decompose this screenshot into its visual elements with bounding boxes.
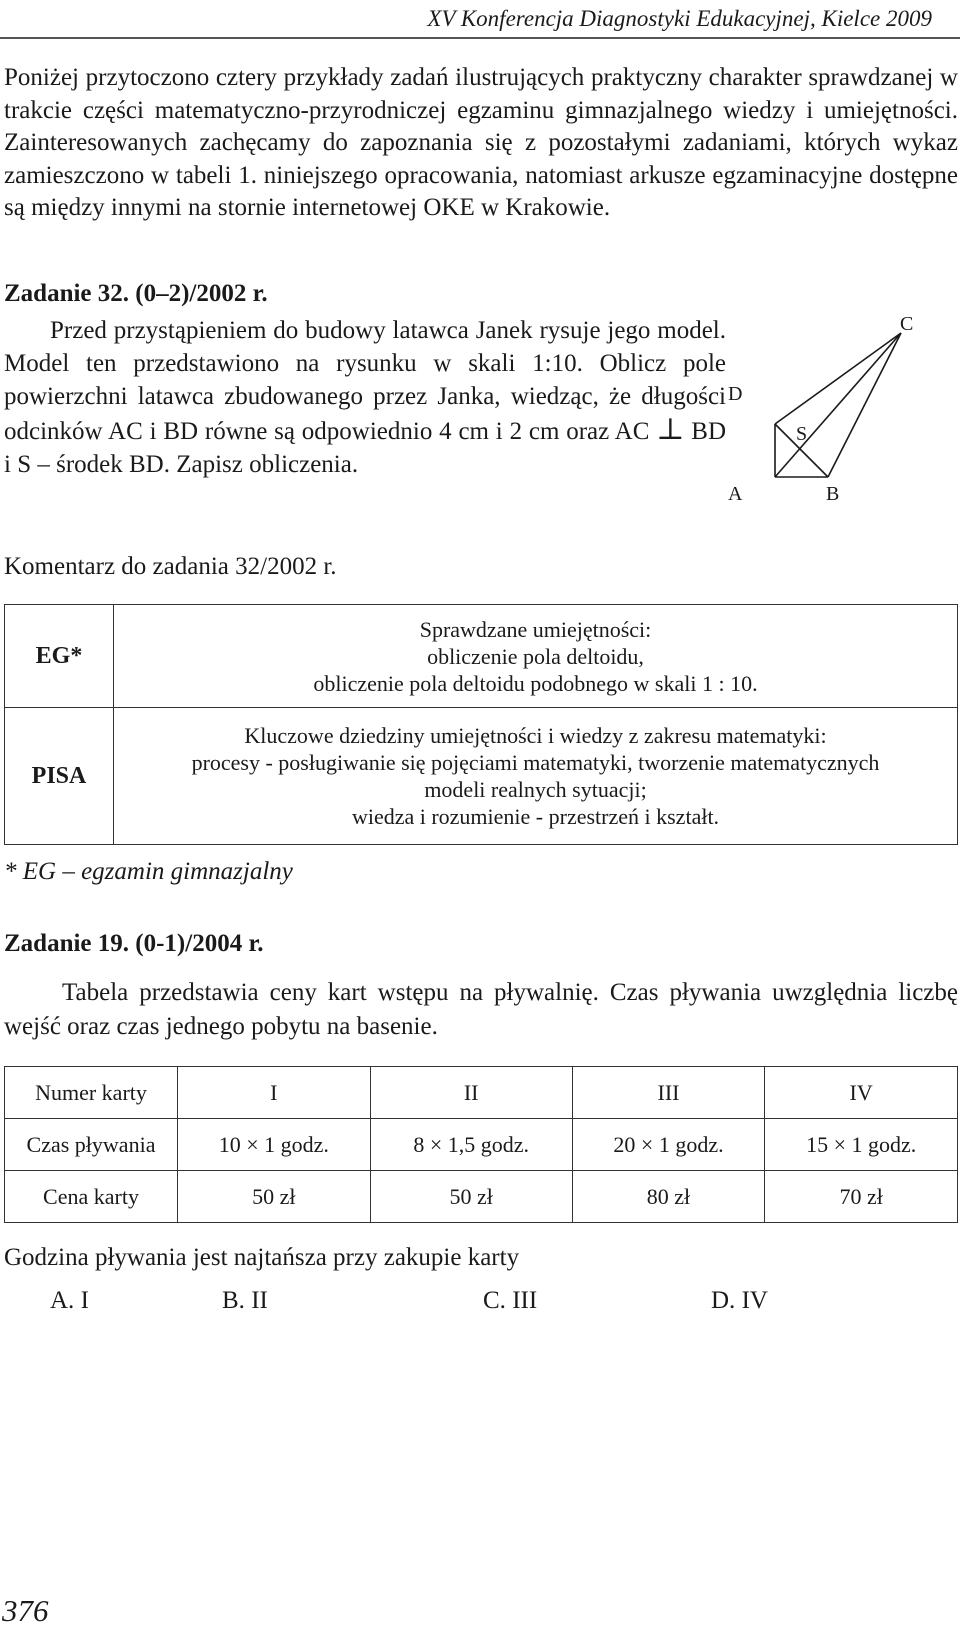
task-32-text-after: BD i S – środek BD. Zapisz obliczenia. xyxy=(4,418,726,478)
answer-letter: C. xyxy=(483,1287,506,1314)
label-b: B xyxy=(826,483,840,505)
skills-line: obliczenie pola deltoidu podobnego w skali 1 : 10. xyxy=(313,670,758,696)
table-cell: 20 × 1 godz. xyxy=(572,1119,765,1171)
skills-line: Kluczowe dziedziny umiejętności i wiedzy z zakresu matematyki: xyxy=(244,723,827,748)
table-cell: I xyxy=(178,1067,371,1119)
answer-letter: A. xyxy=(50,1287,75,1314)
skills-row-eg xyxy=(5,605,958,708)
skills-label-eg: EG* xyxy=(5,605,114,708)
price-table xyxy=(4,1066,958,1223)
table-row xyxy=(5,1067,958,1119)
task-32-title: Zadanie 32. (0–2)/2002 r. xyxy=(4,280,268,307)
skills-label-pisa: PISA xyxy=(5,708,114,845)
footnote: * EG – egzamin gimnazjalny xyxy=(4,858,293,885)
label-c: C xyxy=(900,313,914,335)
skills-line: procesy - posługiwanie się pojęciami matematyki, tworzenie matematycznych xyxy=(191,750,880,775)
table-cell: 15 × 1 godz. xyxy=(765,1119,958,1171)
table-cell: 70 zł xyxy=(765,1171,958,1223)
kite-diagonal-ac xyxy=(775,333,901,477)
perpendicular-symbol: ⊥ xyxy=(656,413,685,446)
skills-line: Sprawdzane umiejętności: xyxy=(419,616,652,642)
table-cell: 50 zł xyxy=(370,1171,572,1223)
table-cell: IV xyxy=(765,1067,958,1119)
table-cell: Numer karty xyxy=(5,1067,178,1119)
task-19-text xyxy=(4,976,958,1044)
task-32-text-before: Przed przystąpieniem do budowy latawca Janek rysuje jego model. Model ten przedstawiono na rysunku w skali 1:10. Oblicz pole powierzchni latawca zbudowanego przez Janka, wiedząc, że długości odcinków AC i BD równe są odpowiednio 4 cm i 2 cm oraz AC xyxy=(4,317,726,445)
table-cell: Cena karty xyxy=(5,1171,178,1223)
skills-line: obliczenie pola deltoidu, xyxy=(427,643,644,669)
table-cell: 8 × 1,5 godz. xyxy=(370,1119,572,1171)
answer-text: II xyxy=(251,1287,268,1314)
intro-paragraph: Poniżej przytoczono cztery przykłady zadań ilustrujących praktyczny charakter sprawdzanej w trakcie części matematyczno-przyrodniczej egzaminu gimnazjalnego wiedzy i umiejętności. Zainteresowanych zachęcamy do zapoznania się z pozostałymi zadaniami, których wykaz zamieszczono w tabeli 1. niniejszego opracowania, natomiast arkusze egzaminacyjne dostępne są między innymi na stornie internetowej OKE w Krakowie. xyxy=(4,64,958,221)
table-cell: 10 × 1 godz. xyxy=(178,1119,371,1171)
kite-edge-cd xyxy=(775,333,901,424)
task-32-comment: Komentarz do zadania 32/2002 r. xyxy=(4,553,337,580)
answer-text: IV xyxy=(741,1287,768,1314)
skills-table xyxy=(4,604,958,845)
table-row xyxy=(5,1119,958,1171)
answer-b xyxy=(222,1287,268,1315)
header-divider xyxy=(0,37,960,39)
label-s: S xyxy=(796,423,808,445)
table-cell: 80 zł xyxy=(572,1171,765,1223)
skills-line: wiedza i rozumienie - przestrzeń i kształt. xyxy=(351,804,720,829)
running-header: XV Konferencja Diagnostyki Edukacyjnej, Kielce 2009 xyxy=(427,6,932,31)
table-cell: II xyxy=(370,1067,572,1119)
answer-text: I xyxy=(80,1287,89,1314)
table-cell: Czas pływania xyxy=(5,1119,178,1171)
answer-a xyxy=(50,1287,89,1315)
task-32-text xyxy=(4,314,726,481)
answer-text: III xyxy=(512,1287,538,1314)
table-row xyxy=(5,1171,958,1223)
skills-desc-pisa xyxy=(114,708,958,845)
answer-letter: D. xyxy=(711,1287,736,1314)
table-cell: III xyxy=(572,1067,765,1119)
answer-letter: B. xyxy=(222,1287,245,1314)
task-19-question: Godzina pływania jest najtańsza przy zakupie karty xyxy=(4,1244,520,1271)
label-a: A xyxy=(728,483,743,505)
kite-figure xyxy=(728,313,936,510)
task-19-text-content: Tabela przedstawia ceny kart wstępu na pływalnię. Czas pływania uwzględnia liczbę wejść oraz czas jednego pobytu na basenie. xyxy=(4,979,958,1040)
skills-desc-eg xyxy=(114,605,958,708)
skills-line: modeli realnych sytuacji; xyxy=(424,777,647,802)
answer-c xyxy=(483,1287,537,1315)
table-cell: 50 zł xyxy=(178,1171,371,1223)
page-number: 376 xyxy=(2,1593,49,1628)
label-d: D xyxy=(728,383,743,405)
answer-d xyxy=(711,1287,768,1315)
skills-row-pisa xyxy=(5,708,958,845)
task-19-title: Zadanie 19. (0-1)/2004 r. xyxy=(4,930,264,957)
